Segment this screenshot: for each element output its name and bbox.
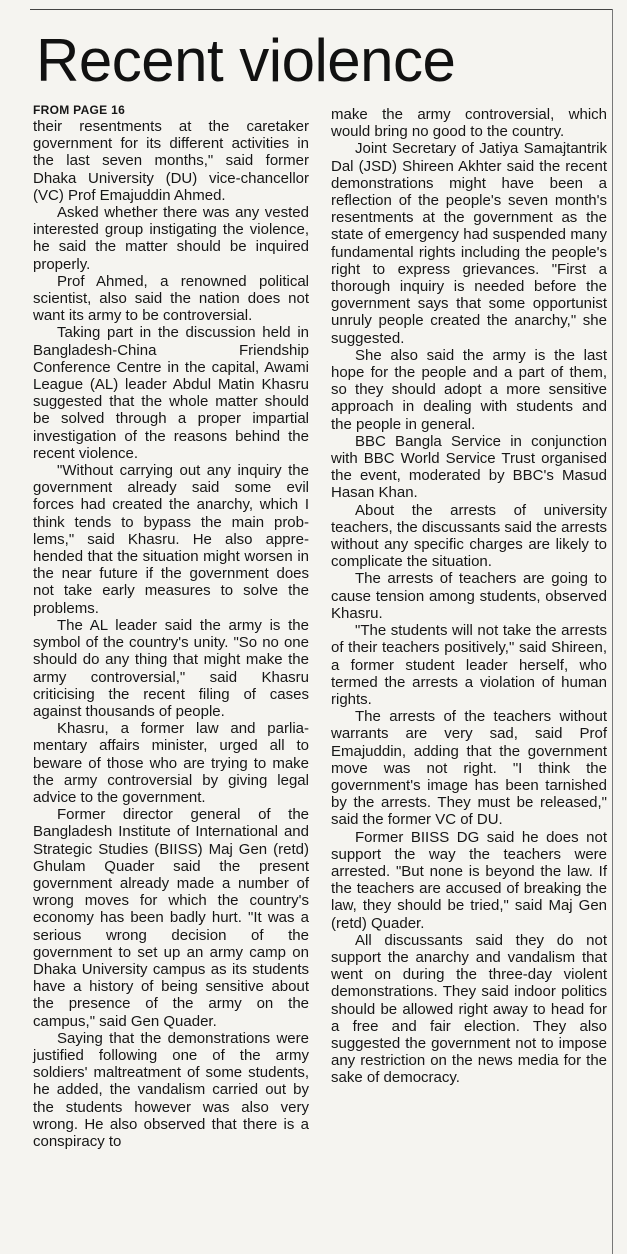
column-rule	[612, 9, 613, 1254]
paragraph: The AL leader said the army is the symbol of the country's unity. "So no one should do any thing that might make the army controversial," said Khasru criticising the recent filing of cases against thousands of people.	[33, 616, 309, 720]
paragraph: their resentments at the caretaker government for its different activities in the last seven months," said former Dhaka University (DU) vice-chancellor (VC) Prof Emajuddin Ahmed.	[33, 118, 309, 204]
paragraph: Taking part in the discussion held in Bangladesh-China Friendship Conference Centre in the capital, Awami League (AL) leader Abdul Matin Khasru suggested that the whole matter should be solved through a proper impartial investigation of the reasons behind the recent violence.	[33, 324, 309, 462]
paragraph: The arrests of the teachers without warrants are very sad, said Prof Emajuddin, adding that the government move was not right. "I think the government's image has been tarnished by the arrests. They must be released," said the former VC of DU.	[331, 708, 607, 829]
paragraph: "The students will not take the arrests of their teachers positively," said Shireen, a former student leader herself, who termed the arrests a violation of human rights.	[331, 622, 607, 708]
paragraph: make the army controversial, which would bring no good to the country.	[331, 106, 607, 141]
paragraph: Former BIISS DG said he does not support the way the teachers were arrested. "But none is beyond the law. If the teachers are accused of breaking the law, they should be tried," said Maj Gen (retd) Quader.	[331, 828, 607, 932]
paragraph: Khasru, a former law and parliamentary affairs minister, urged all to beware of those who are trying to make the army controversial by giving legal advice to the government.	[33, 720, 309, 806]
top-rule	[30, 9, 613, 10]
paragraph: About the arrests of university teachers, the discussants said the arrests without any specific charges are likely to complicate the situation.	[331, 501, 607, 571]
paragraph: BBC Bangla Service in conjunction with BBC World Service Trust organised the event, moderated by BBC's Masud Hasan Khan.	[331, 432, 607, 502]
paragraph: Prof Ahmed, a renowned political scientist, also said the nation does not want its army to be controversial.	[33, 272, 309, 325]
headline: Recent violence	[36, 27, 456, 94]
left-column	[33, 103, 309, 1150]
paragraph: Saying that the demonstrations were justified following one of the army soldiers' maltreatment of some students, he added, the vandalism carried out by the students however was also very wrong. He also observed that there is a conspiracy to	[33, 1029, 309, 1150]
paragraph: "Without carrying out any inquiry the government already said some evil forces had created the anarchy, which I think tends to bypass the main problems," said Khasru. He also apprehended that the situation might worsen in the near future if the government does not take early measures to solve the problems.	[33, 462, 309, 617]
paragraph: The arrests of teachers are going to cause tension among students, observed Khasru.	[331, 570, 607, 622]
paragraph: All discussants said they do not support the anarchy and vandalism that went on during the three-day violent demonstrations. They said indoor politics should be allowed right away to head for a free and fair election. They also suggested the government not to impose any restriction on the news media for the sake of democracy.	[331, 931, 607, 1087]
paragraph: Joint Secretary of Jatiya Samajtantrik Dal (JSD) Shireen Akhter said the recent demonstrations might have been a reflection of the people's seven month's resentments at the government as the state of emergency had suspended many fundamental rights including the people's right to express grievances. "First a thorough inquiry is needed before the government says that some opportunist unruly people created the anarchy," she suggested.	[331, 140, 607, 347]
paragraph: Former director general of the Bangladesh Institute of International and Strategic Studies (BIISS) Maj Gen (retd) Ghulam Quader said the present government already made a number of wrong moves for which the country's economy has been badly hurt. "It was a serious wrong decision of the government to set up an army camp on Dhaka University campus as its students have a history of being sensitive about the presence of the army on the campus," said Gen Quader.	[33, 806, 309, 1030]
right-column	[331, 106, 607, 1087]
paragraph: She also said the army is the last hope for the people and a part of them, so they should adopt a more sensitive approach in dealing with students and the people in general.	[331, 346, 607, 433]
dateline: FROM PAGE 16	[33, 103, 126, 117]
paragraph: Asked whether there was any vested interested group instigating the violence, he said the matter should be inquired properly.	[33, 204, 309, 273]
